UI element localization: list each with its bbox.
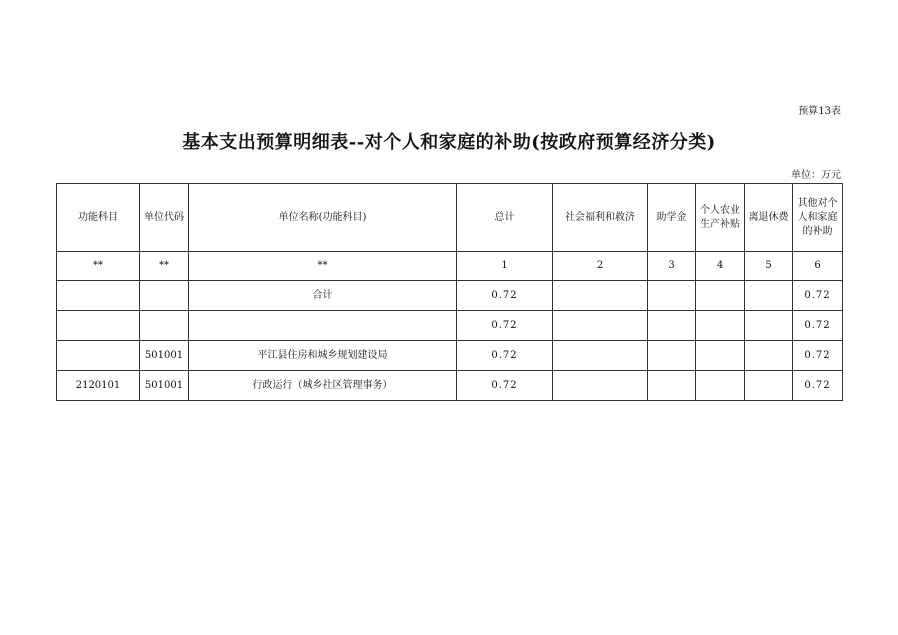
unit-label: 单位：万元 — [791, 170, 841, 181]
table-row — [57, 281, 843, 311]
col-header-student-aid: 助学金 — [648, 184, 696, 252]
table-row — [57, 371, 843, 401]
col-header-unit-code: 单位代码 — [140, 184, 189, 252]
table-cell — [189, 311, 457, 341]
table-cell: 0.72 — [793, 371, 843, 401]
index-cell: ** — [189, 252, 457, 281]
table-row — [57, 311, 843, 341]
table-cell — [140, 311, 189, 341]
table-cell: 0.72 — [793, 311, 843, 341]
table-cell — [57, 341, 140, 371]
table-cell — [696, 371, 745, 401]
table-cell: 0.72 — [793, 281, 843, 311]
table-cell — [745, 281, 793, 311]
col-header-retirement: 离退休费 — [745, 184, 793, 252]
table-cell: 0.72 — [457, 371, 553, 401]
col-header-social-welfare: 社会福利和救济 — [553, 184, 648, 252]
table-cell: 0.72 — [457, 311, 553, 341]
table-cell — [648, 341, 696, 371]
table-cell: 合计 — [189, 281, 457, 311]
table-cell — [648, 281, 696, 311]
col-header-function-subject: 功能科目 — [57, 184, 140, 252]
table-cell: 0.72 — [457, 341, 553, 371]
index-cell: 3 — [648, 252, 696, 281]
table-cell — [553, 371, 648, 401]
form-number: 预算13表 — [798, 106, 841, 117]
index-cell: ** — [57, 252, 140, 281]
col-header-agri-subsidy: 个人农业生产补贴 — [696, 184, 745, 252]
index-cell: ** — [140, 252, 189, 281]
table-cell: 0.72 — [793, 341, 843, 371]
index-cell: 2 — [553, 252, 648, 281]
col-header-unit-name: 单位名称(功能科目) — [189, 184, 457, 252]
table-cell — [745, 341, 793, 371]
table-cell — [57, 281, 140, 311]
table-cell — [648, 371, 696, 401]
table-cell — [140, 281, 189, 311]
table-cell — [745, 311, 793, 341]
table-cell: 平江县住房和城乡规划建设局 — [189, 341, 457, 371]
table-cell — [553, 281, 648, 311]
table-cell: 501001 — [140, 371, 189, 401]
index-cell: 5 — [745, 252, 793, 281]
col-header-total: 总计 — [457, 184, 553, 252]
index-row — [57, 252, 843, 281]
table-cell — [57, 311, 140, 341]
table-row — [57, 341, 843, 371]
index-cell: 6 — [793, 252, 843, 281]
table-cell — [648, 311, 696, 341]
table-cell — [745, 371, 793, 401]
index-cell: 4 — [696, 252, 745, 281]
table-cell — [553, 311, 648, 341]
table-cell — [553, 341, 648, 371]
index-cell: 1 — [457, 252, 553, 281]
table-cell: 501001 — [140, 341, 189, 371]
page-title: 基本支出预算明细表--对个人和家庭的补助(按政府预算经济分类) — [182, 132, 716, 153]
table-cell — [696, 281, 745, 311]
table-cell: 行政运行（城乡社区管理事务） — [189, 371, 457, 401]
table-cell — [696, 341, 745, 371]
budget-table — [56, 183, 843, 401]
table-cell: 0.72 — [457, 281, 553, 311]
col-header-other-subsidy: 其他对个人和家庭的补助 — [793, 184, 843, 252]
table-cell — [696, 311, 745, 341]
header-row — [57, 184, 843, 252]
table-cell: 2120101 — [57, 371, 140, 401]
